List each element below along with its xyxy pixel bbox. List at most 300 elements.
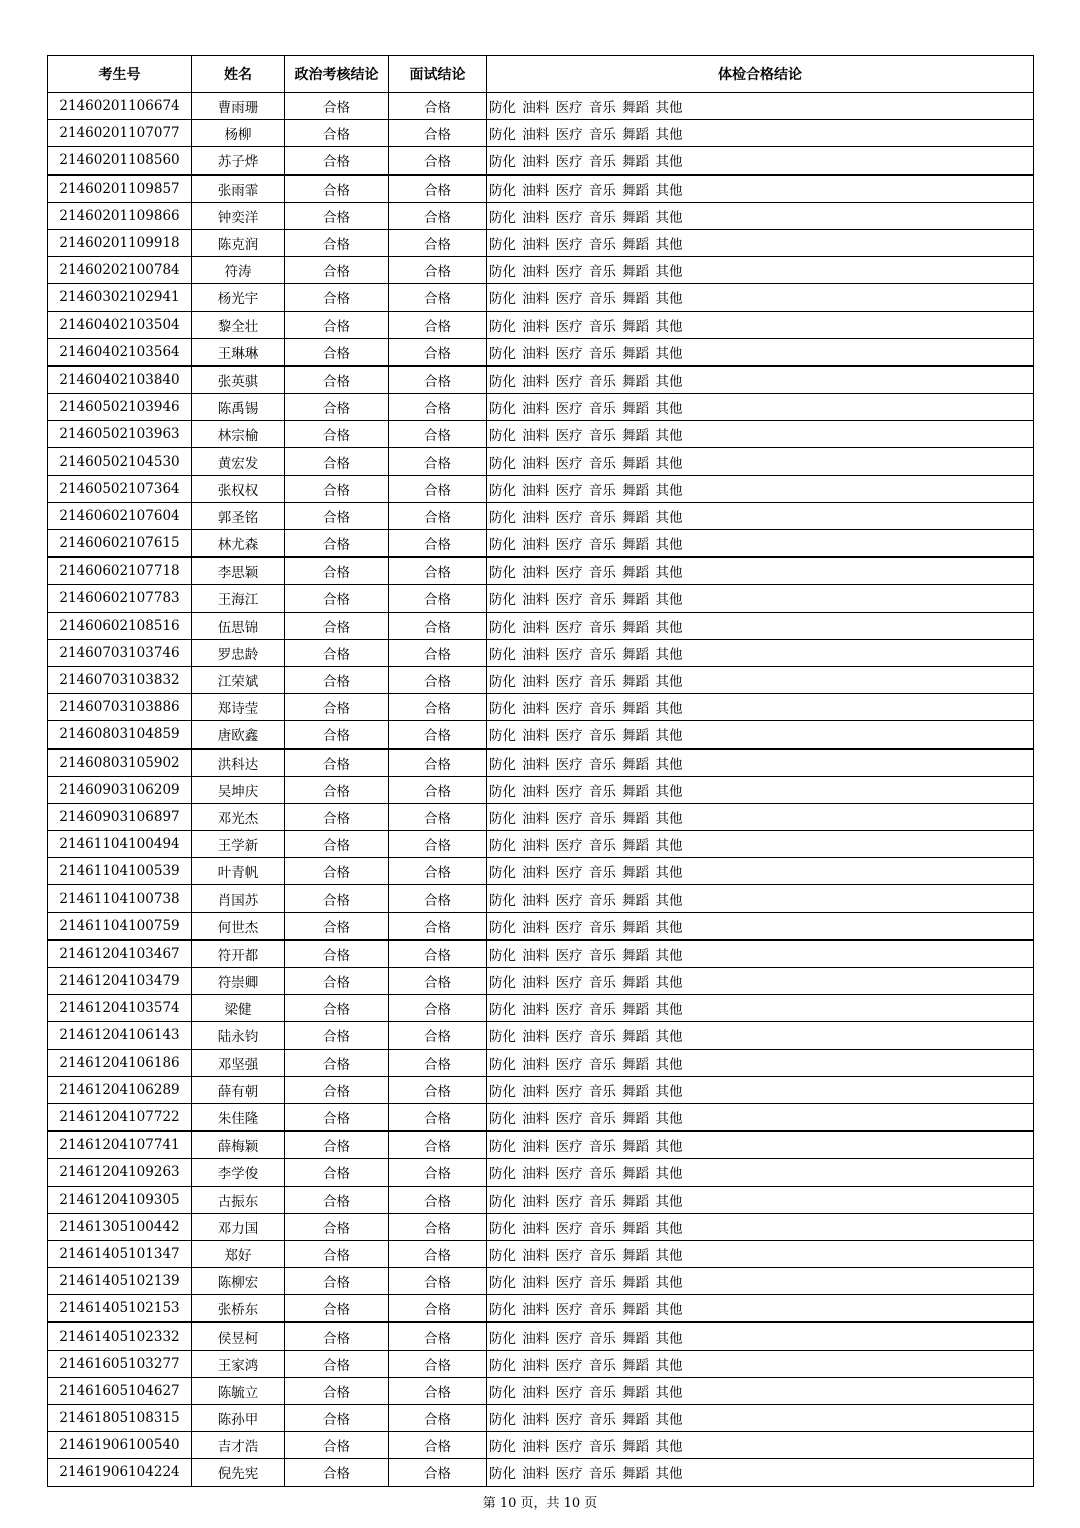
cell-political-review: 合格 <box>285 475 389 502</box>
cell-name: 邓光杰 <box>192 803 285 830</box>
cell-physical-exam: 防化 油料 医疗 音乐 舞蹈 其他 <box>487 1240 1034 1267</box>
cell-political-review: 合格 <box>285 1022 389 1049</box>
cell-political-review: 合格 <box>285 1295 389 1323</box>
cell-interview: 合格 <box>389 1159 487 1186</box>
cell-name: 符开都 <box>192 940 285 968</box>
cell-interview: 合格 <box>389 666 487 693</box>
cell-interview: 合格 <box>389 1459 487 1486</box>
cell-exam-number: 21460201109857 <box>48 175 192 203</box>
cell-political-review: 合格 <box>285 831 389 858</box>
cell-interview: 合格 <box>389 803 487 830</box>
table-row <box>48 1213 1034 1240</box>
cell-political-review: 合格 <box>285 502 389 529</box>
cell-interview: 合格 <box>389 120 487 147</box>
cell-physical-exam: 防化 油料 医疗 音乐 舞蹈 其他 <box>487 175 1034 203</box>
cell-name: 王琳琳 <box>192 338 285 366</box>
cell-physical-exam: 防化 油料 医疗 音乐 舞蹈 其他 <box>487 1186 1034 1213</box>
cell-interview: 合格 <box>389 1186 487 1213</box>
cell-exam-number: 21461405101347 <box>48 1240 192 1267</box>
cell-interview: 合格 <box>389 175 487 203</box>
cell-exam-number: 21460602107718 <box>48 557 192 585</box>
table-row <box>48 394 1034 421</box>
table-row <box>48 1131 1034 1159</box>
table-row <box>48 502 1034 529</box>
cell-exam-number: 21460201109866 <box>48 202 192 229</box>
table-row <box>48 612 1034 639</box>
cell-political-review: 合格 <box>285 448 389 475</box>
cell-political-review: 合格 <box>285 284 389 311</box>
cell-name: 叶青帆 <box>192 858 285 885</box>
cell-physical-exam: 防化 油料 医疗 音乐 舞蹈 其他 <box>487 1022 1034 1049</box>
cell-interview: 合格 <box>389 721 487 749</box>
cell-interview: 合格 <box>389 557 487 585</box>
cell-name: 古振东 <box>192 1186 285 1213</box>
results-table <box>47 55 1034 1487</box>
table-row <box>48 666 1034 693</box>
cell-interview: 合格 <box>389 311 487 338</box>
cell-name: 林尤森 <box>192 530 285 558</box>
cell-exam-number: 21461405102153 <box>48 1295 192 1323</box>
cell-interview: 合格 <box>389 639 487 666</box>
header-exam-number: 考生号 <box>48 56 192 93</box>
page-number: 第 10 页，共 10 页 <box>482 1496 598 1511</box>
cell-political-review: 合格 <box>285 530 389 558</box>
cell-name: 张英骐 <box>192 366 285 394</box>
cell-name: 吉才浩 <box>192 1432 285 1459</box>
cell-physical-exam: 防化 油料 医疗 音乐 舞蹈 其他 <box>487 831 1034 858</box>
cell-interview: 合格 <box>389 257 487 284</box>
cell-interview: 合格 <box>389 1076 487 1103</box>
table-row <box>48 912 1034 940</box>
cell-political-review: 合格 <box>285 721 389 749</box>
cell-physical-exam: 防化 油料 医疗 音乐 舞蹈 其他 <box>487 1103 1034 1131</box>
cell-interview: 合格 <box>389 968 487 995</box>
cell-interview: 合格 <box>389 995 487 1022</box>
cell-name: 王海江 <box>192 585 285 612</box>
cell-name: 吴坤庆 <box>192 776 285 803</box>
cell-interview: 合格 <box>389 530 487 558</box>
cell-exam-number: 21460402103504 <box>48 311 192 338</box>
table-row <box>48 858 1034 885</box>
table-row <box>48 147 1034 175</box>
table-row <box>48 1432 1034 1459</box>
cell-name: 王家鸿 <box>192 1350 285 1377</box>
cell-physical-exam: 防化 油料 医疗 音乐 舞蹈 其他 <box>487 995 1034 1022</box>
cell-political-review: 合格 <box>285 639 389 666</box>
cell-interview: 合格 <box>389 1268 487 1295</box>
cell-name: 林宗榆 <box>192 421 285 448</box>
cell-physical-exam: 防化 油料 医疗 音乐 舞蹈 其他 <box>487 530 1034 558</box>
cell-physical-exam: 防化 油料 医疗 音乐 舞蹈 其他 <box>487 1213 1034 1240</box>
cell-interview: 合格 <box>389 1377 487 1404</box>
cell-interview: 合格 <box>389 93 487 120</box>
cell-exam-number: 21460402103564 <box>48 338 192 366</box>
cell-physical-exam: 防化 油料 医疗 音乐 舞蹈 其他 <box>487 1459 1034 1486</box>
cell-exam-number: 21460602107604 <box>48 502 192 529</box>
cell-exam-number: 21460703103886 <box>48 694 192 721</box>
cell-physical-exam: 防化 油料 医疗 音乐 舞蹈 其他 <box>487 1350 1034 1377</box>
cell-name: 曹雨珊 <box>192 93 285 120</box>
cell-interview: 合格 <box>389 229 487 256</box>
cell-interview: 合格 <box>389 502 487 529</box>
cell-physical-exam: 防化 油料 医疗 音乐 舞蹈 其他 <box>487 1131 1034 1159</box>
table-row <box>48 1405 1034 1432</box>
table-row <box>48 1022 1034 1049</box>
cell-name: 罗忠龄 <box>192 639 285 666</box>
cell-name: 邓坚强 <box>192 1049 285 1076</box>
cell-exam-number: 21460201106674 <box>48 93 192 120</box>
cell-interview: 合格 <box>389 612 487 639</box>
cell-exam-number: 21460803105902 <box>48 749 192 777</box>
table-row <box>48 940 1034 968</box>
cell-exam-number: 21461104100738 <box>48 885 192 912</box>
cell-exam-number: 21461605104627 <box>48 1377 192 1404</box>
cell-physical-exam: 防化 油料 医疗 音乐 舞蹈 其他 <box>487 394 1034 421</box>
cell-political-review: 合格 <box>285 995 389 1022</box>
cell-political-review: 合格 <box>285 694 389 721</box>
table-row <box>48 257 1034 284</box>
cell-name: 梁健 <box>192 995 285 1022</box>
cell-political-review: 合格 <box>285 885 389 912</box>
table-row <box>48 448 1034 475</box>
table-row <box>48 421 1034 448</box>
cell-exam-number: 21461605103277 <box>48 1350 192 1377</box>
cell-political-review: 合格 <box>285 120 389 147</box>
cell-name: 薛梅颖 <box>192 1131 285 1159</box>
cell-name: 符崇卿 <box>192 968 285 995</box>
cell-exam-number: 21461104100539 <box>48 858 192 885</box>
cell-exam-number: 21461305100442 <box>48 1213 192 1240</box>
table-row <box>48 831 1034 858</box>
table-row <box>48 885 1034 912</box>
cell-political-review: 合格 <box>285 311 389 338</box>
table-row <box>48 120 1034 147</box>
table-row <box>48 202 1034 229</box>
cell-political-review: 合格 <box>285 394 389 421</box>
cell-name: 何世杰 <box>192 912 285 940</box>
table-row <box>48 229 1034 256</box>
cell-political-review: 合格 <box>285 1213 389 1240</box>
cell-physical-exam: 防化 油料 医疗 音乐 舞蹈 其他 <box>487 229 1034 256</box>
cell-name: 郑好 <box>192 1240 285 1267</box>
cell-physical-exam: 防化 油料 医疗 音乐 舞蹈 其他 <box>487 147 1034 175</box>
cell-physical-exam: 防化 油料 医疗 音乐 舞蹈 其他 <box>487 421 1034 448</box>
cell-exam-number: 21460502107364 <box>48 475 192 502</box>
table-row <box>48 557 1034 585</box>
cell-exam-number: 21461906104224 <box>48 1459 192 1486</box>
cell-name: 邓力国 <box>192 1213 285 1240</box>
cell-political-review: 合格 <box>285 1186 389 1213</box>
cell-name: 洪科达 <box>192 749 285 777</box>
cell-political-review: 合格 <box>285 421 389 448</box>
cell-exam-number: 21460502103963 <box>48 421 192 448</box>
cell-political-review: 合格 <box>285 749 389 777</box>
cell-name: 杨光宇 <box>192 284 285 311</box>
table-row <box>48 1350 1034 1377</box>
table-row <box>48 995 1034 1022</box>
cell-interview: 合格 <box>389 858 487 885</box>
table-row <box>48 1240 1034 1267</box>
cell-name: 陆永钧 <box>192 1022 285 1049</box>
cell-exam-number: 21461204103574 <box>48 995 192 1022</box>
cell-physical-exam: 防化 油料 医疗 音乐 舞蹈 其他 <box>487 1322 1034 1350</box>
table-row <box>48 1159 1034 1186</box>
cell-interview: 合格 <box>389 912 487 940</box>
cell-physical-exam: 防化 油料 医疗 音乐 舞蹈 其他 <box>487 612 1034 639</box>
cell-physical-exam: 防化 油料 医疗 音乐 舞蹈 其他 <box>487 749 1034 777</box>
cell-name: 陈柳宏 <box>192 1268 285 1295</box>
cell-interview: 合格 <box>389 202 487 229</box>
cell-name: 陈孙甲 <box>192 1405 285 1432</box>
cell-interview: 合格 <box>389 1022 487 1049</box>
cell-political-review: 合格 <box>285 912 389 940</box>
cell-physical-exam: 防化 油料 医疗 音乐 舞蹈 其他 <box>487 257 1034 284</box>
table-row <box>48 338 1034 366</box>
cell-exam-number: 21460402103840 <box>48 366 192 394</box>
cell-political-review: 合格 <box>285 776 389 803</box>
cell-physical-exam: 防化 油料 医疗 音乐 舞蹈 其他 <box>487 776 1034 803</box>
cell-exam-number: 21460602107783 <box>48 585 192 612</box>
cell-exam-number: 21460302102941 <box>48 284 192 311</box>
table-row <box>48 366 1034 394</box>
cell-interview: 合格 <box>389 585 487 612</box>
header-name: 姓名 <box>192 56 285 93</box>
cell-name: 王学新 <box>192 831 285 858</box>
cell-physical-exam: 防化 油料 医疗 音乐 舞蹈 其他 <box>487 475 1034 502</box>
cell-physical-exam: 防化 油料 医疗 音乐 舞蹈 其他 <box>487 448 1034 475</box>
cell-name: 张雨霏 <box>192 175 285 203</box>
cell-interview: 合格 <box>389 940 487 968</box>
cell-physical-exam: 防化 油料 医疗 音乐 舞蹈 其他 <box>487 120 1034 147</box>
cell-name: 李思颖 <box>192 557 285 585</box>
table-row <box>48 1377 1034 1404</box>
cell-exam-number: 21461104100759 <box>48 912 192 940</box>
table-row <box>48 1322 1034 1350</box>
cell-physical-exam: 防化 油料 医疗 音乐 舞蹈 其他 <box>487 940 1034 968</box>
cell-interview: 合格 <box>389 694 487 721</box>
cell-political-review: 合格 <box>285 803 389 830</box>
cell-political-review: 合格 <box>285 229 389 256</box>
cell-physical-exam: 防化 油料 医疗 音乐 舞蹈 其他 <box>487 338 1034 366</box>
cell-physical-exam: 防化 油料 医疗 音乐 舞蹈 其他 <box>487 1295 1034 1323</box>
cell-political-review: 合格 <box>285 1268 389 1295</box>
cell-name: 李学俊 <box>192 1159 285 1186</box>
cell-physical-exam: 防化 油料 医疗 音乐 舞蹈 其他 <box>487 639 1034 666</box>
cell-physical-exam: 防化 油料 医疗 音乐 舞蹈 其他 <box>487 93 1034 120</box>
cell-exam-number: 21461204109263 <box>48 1159 192 1186</box>
cell-interview: 合格 <box>389 421 487 448</box>
table-row <box>48 803 1034 830</box>
header-interview: 面试结论 <box>389 56 487 93</box>
cell-exam-number: 21460703103746 <box>48 639 192 666</box>
cell-name: 郭圣铭 <box>192 502 285 529</box>
cell-interview: 合格 <box>389 448 487 475</box>
cell-name: 侯昱柯 <box>192 1322 285 1350</box>
cell-name: 唐欧鑫 <box>192 721 285 749</box>
cell-exam-number: 21460201107077 <box>48 120 192 147</box>
cell-physical-exam: 防化 油料 医疗 音乐 舞蹈 其他 <box>487 366 1034 394</box>
cell-exam-number: 21461204106289 <box>48 1076 192 1103</box>
cell-political-review: 合格 <box>285 612 389 639</box>
cell-exam-number: 21460602107615 <box>48 530 192 558</box>
cell-interview: 合格 <box>389 1049 487 1076</box>
cell-interview: 合格 <box>389 366 487 394</box>
cell-political-review: 合格 <box>285 666 389 693</box>
cell-physical-exam: 防化 油料 医疗 音乐 舞蹈 其他 <box>487 1049 1034 1076</box>
cell-name: 陈禹锡 <box>192 394 285 421</box>
cell-name: 符涛 <box>192 257 285 284</box>
cell-interview: 合格 <box>389 885 487 912</box>
cell-name: 倪先宪 <box>192 1459 285 1486</box>
cell-exam-number: 21461405102139 <box>48 1268 192 1295</box>
cell-exam-number: 21461104100494 <box>48 831 192 858</box>
cell-physical-exam: 防化 油料 医疗 音乐 舞蹈 其他 <box>487 1405 1034 1432</box>
cell-name: 张桥东 <box>192 1295 285 1323</box>
cell-political-review: 合格 <box>285 1131 389 1159</box>
cell-name: 黄宏发 <box>192 448 285 475</box>
cell-political-review: 合格 <box>285 366 389 394</box>
cell-physical-exam: 防化 油料 医疗 音乐 舞蹈 其他 <box>487 284 1034 311</box>
cell-exam-number: 21461204106186 <box>48 1049 192 1076</box>
table-row <box>48 1049 1034 1076</box>
cell-exam-number: 21460502103946 <box>48 394 192 421</box>
cell-interview: 合格 <box>389 1295 487 1323</box>
cell-name: 陈克润 <box>192 229 285 256</box>
cell-physical-exam: 防化 油料 医疗 音乐 舞蹈 其他 <box>487 1268 1034 1295</box>
cell-interview: 合格 <box>389 147 487 175</box>
cell-political-review: 合格 <box>285 202 389 229</box>
cell-political-review: 合格 <box>285 1103 389 1131</box>
table-row <box>48 776 1034 803</box>
cell-exam-number: 21460502104530 <box>48 448 192 475</box>
cell-physical-exam: 防化 油料 医疗 音乐 舞蹈 其他 <box>487 585 1034 612</box>
cell-political-review: 合格 <box>285 338 389 366</box>
cell-exam-number: 21460201109918 <box>48 229 192 256</box>
table-row <box>48 1103 1034 1131</box>
cell-interview: 合格 <box>389 284 487 311</box>
table-row <box>48 1186 1034 1213</box>
cell-political-review: 合格 <box>285 1322 389 1350</box>
cell-political-review: 合格 <box>285 585 389 612</box>
cell-name: 张权权 <box>192 475 285 502</box>
cell-interview: 合格 <box>389 1405 487 1432</box>
table-row <box>48 93 1034 120</box>
header-physical-exam: 体检合格结论 <box>487 56 1034 93</box>
cell-exam-number: 21460803104859 <box>48 721 192 749</box>
cell-interview: 合格 <box>389 338 487 366</box>
cell-interview: 合格 <box>389 776 487 803</box>
table-row <box>48 749 1034 777</box>
cell-political-review: 合格 <box>285 1405 389 1432</box>
cell-name: 钟奕洋 <box>192 202 285 229</box>
cell-physical-exam: 防化 油料 医疗 音乐 舞蹈 其他 <box>487 858 1034 885</box>
cell-name: 伍思锦 <box>192 612 285 639</box>
cell-political-review: 合格 <box>285 1049 389 1076</box>
cell-political-review: 合格 <box>285 940 389 968</box>
cell-exam-number: 21460202100784 <box>48 257 192 284</box>
cell-name: 薛有朝 <box>192 1076 285 1103</box>
cell-exam-number: 21461405102332 <box>48 1322 192 1350</box>
cell-political-review: 合格 <box>285 257 389 284</box>
cell-interview: 合格 <box>389 1213 487 1240</box>
cell-interview: 合格 <box>389 1131 487 1159</box>
cell-physical-exam: 防化 油料 医疗 音乐 舞蹈 其他 <box>487 502 1034 529</box>
cell-political-review: 合格 <box>285 557 389 585</box>
cell-exam-number: 21460903106209 <box>48 776 192 803</box>
cell-name: 江荣斌 <box>192 666 285 693</box>
cell-physical-exam: 防化 油料 医疗 音乐 舞蹈 其他 <box>487 557 1034 585</box>
table-row <box>48 475 1034 502</box>
cell-exam-number: 21460703103832 <box>48 666 192 693</box>
cell-physical-exam: 防化 油料 医疗 音乐 舞蹈 其他 <box>487 311 1034 338</box>
cell-political-review: 合格 <box>285 1459 389 1486</box>
cell-interview: 合格 <box>389 1103 487 1131</box>
cell-physical-exam: 防化 油料 医疗 音乐 舞蹈 其他 <box>487 1432 1034 1459</box>
cell-political-review: 合格 <box>285 858 389 885</box>
table-row <box>48 311 1034 338</box>
table-row <box>48 1268 1034 1295</box>
table-row <box>48 639 1034 666</box>
cell-political-review: 合格 <box>285 1076 389 1103</box>
cell-physical-exam: 防化 油料 医疗 音乐 舞蹈 其他 <box>487 803 1034 830</box>
cell-name: 陈毓立 <box>192 1377 285 1404</box>
cell-interview: 合格 <box>389 1432 487 1459</box>
cell-political-review: 合格 <box>285 147 389 175</box>
cell-exam-number: 21460201108560 <box>48 147 192 175</box>
cell-interview: 合格 <box>389 831 487 858</box>
table-row <box>48 284 1034 311</box>
cell-physical-exam: 防化 油料 医疗 音乐 舞蹈 其他 <box>487 912 1034 940</box>
cell-name: 杨柳 <box>192 120 285 147</box>
cell-exam-number: 21461204106143 <box>48 1022 192 1049</box>
cell-physical-exam: 防化 油料 医疗 音乐 舞蹈 其他 <box>487 885 1034 912</box>
table-row <box>48 175 1034 203</box>
cell-political-review: 合格 <box>285 1350 389 1377</box>
cell-political-review: 合格 <box>285 1432 389 1459</box>
cell-physical-exam: 防化 油料 医疗 音乐 舞蹈 其他 <box>487 694 1034 721</box>
cell-interview: 合格 <box>389 394 487 421</box>
cell-physical-exam: 防化 油料 医疗 音乐 舞蹈 其他 <box>487 721 1034 749</box>
cell-political-review: 合格 <box>285 968 389 995</box>
cell-physical-exam: 防化 油料 医疗 音乐 舞蹈 其他 <box>487 1076 1034 1103</box>
cell-physical-exam: 防化 油料 医疗 音乐 舞蹈 其他 <box>487 968 1034 995</box>
cell-interview: 合格 <box>389 475 487 502</box>
cell-political-review: 合格 <box>285 1159 389 1186</box>
cell-exam-number: 21460903106897 <box>48 803 192 830</box>
cell-interview: 合格 <box>389 1322 487 1350</box>
cell-physical-exam: 防化 油料 医疗 音乐 舞蹈 其他 <box>487 1159 1034 1186</box>
table-row <box>48 1076 1034 1103</box>
cell-interview: 合格 <box>389 1240 487 1267</box>
cell-exam-number: 21461906100540 <box>48 1432 192 1459</box>
table-row <box>48 1459 1034 1486</box>
cell-name: 黎全壮 <box>192 311 285 338</box>
table-row <box>48 530 1034 558</box>
cell-physical-exam: 防化 油料 医疗 音乐 舞蹈 其他 <box>487 666 1034 693</box>
cell-exam-number: 21461204107722 <box>48 1103 192 1131</box>
cell-political-review: 合格 <box>285 93 389 120</box>
cell-exam-number: 21461204103467 <box>48 940 192 968</box>
cell-name: 朱佳隆 <box>192 1103 285 1131</box>
cell-physical-exam: 防化 油料 医疗 音乐 舞蹈 其他 <box>487 202 1034 229</box>
cell-exam-number: 21460602108516 <box>48 612 192 639</box>
header-political-review: 政治考核结论 <box>285 56 389 93</box>
table-row <box>48 694 1034 721</box>
table-row <box>48 1295 1034 1323</box>
cell-name: 肖国苏 <box>192 885 285 912</box>
table-row <box>48 968 1034 995</box>
cell-name: 苏子烨 <box>192 147 285 175</box>
